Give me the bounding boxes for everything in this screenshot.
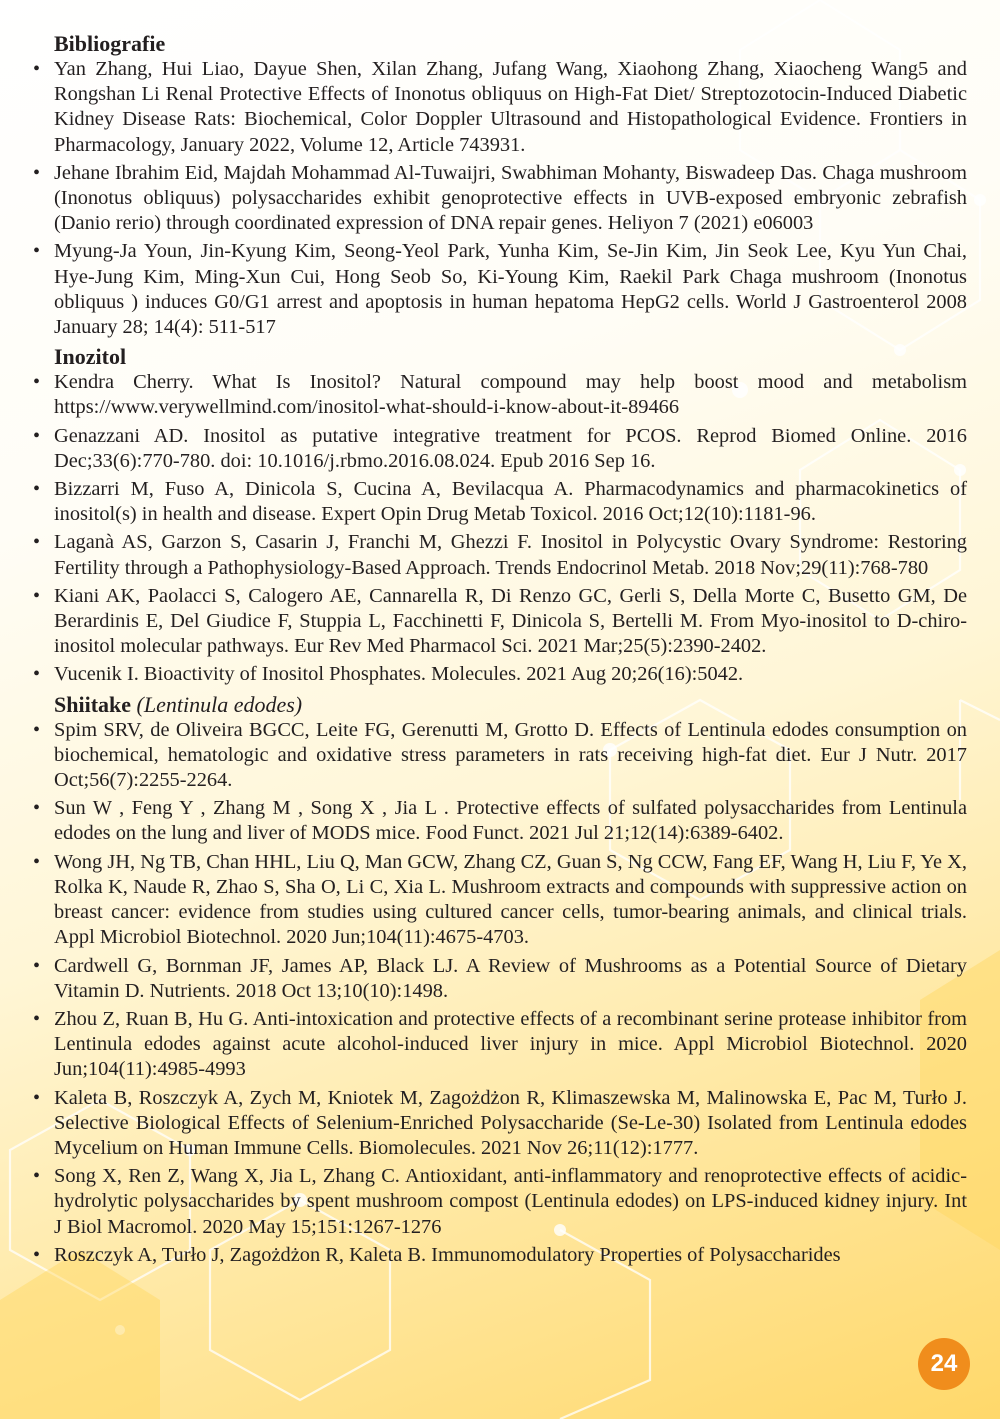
section-title-shiitake xyxy=(54,691,967,718)
page-number-badge: 24 xyxy=(918,1338,970,1390)
section-title-bibliografie: Bibliografie xyxy=(54,31,166,56)
reference-list-shiitake xyxy=(33,718,967,1268)
reference-item: • Song X, Ren Z, Wang X, Jia L, Zhang C. Antioxidant, anti-inflammatory and renoprotective effects of acidic-hydrolytic polysaccharides by spent mushroom compost (Lentinula edodes) on LPS-induced kidney injury. Int J Biol Macromol. 2020 May 15;151:1267-1276 xyxy=(33,1164,967,1240)
reference-list-inozitol xyxy=(33,370,967,687)
reference-item: • Laganà AS, Garzon S, Casarin J, Franchi M, Ghezzi F. Inositol in Polycystic Ovary Syndrome: Restoring Fertility through a Pathophysiology-Based Approach. Trends Endocrinol Metab. 2018 Nov;29(11):768-780 xyxy=(33,530,967,580)
reference-item: • Bizzarri M, Fuso A, Dinicola S, Cucina A, Bevilacqua A. Pharmacodynamics and pharmacokinetics of inositol(s) in health and disease. Expert Opin Drug Metab Toxicol. 2016 Oct;12(10):1181-96. xyxy=(33,477,967,527)
section-title-shiitake-text: Shiitake xyxy=(54,691,132,717)
reference-item: • Kaleta B, Roszczyk A, Zych M, Kniotek M, Zagożdżon R, Klimaszewska M, Malinowska E, Pac M, Turło J. Selective Biological Effects of Selenium-Enriched Polysaccharide (Se-Le-30) Isolated from Lentinula edodes Mycelium on Human Immune Cells. Biomolecules. 2021 Nov 26;11(12):1777. xyxy=(33,1086,967,1162)
reference-item: • Kendra Cherry. What Is Inositol? Natural compound may help boost mood and metabolism https://www.verywellmind.com/inositol-what-should-i-know-about-it-89466 xyxy=(33,370,967,420)
reference-item: • Myung-Ja Youn, Jin-Kyung Kim, Seong-Yeol Park, Yunha Kim, Se-Jin Kim, Jin Seok Lee, Kyu Yun Chai, Hye-Jung Kim, Ming-Xun Cui, Hong Seob So, Ki-Young Kim, Raekil Park Chaga mushroom (Inonotus obliquus ) induces G0/G1 arrest and apoptosis in human hepatoma HepG2 cells. World J Gastroenterol 2008 January 28; 14(4): 511-517 xyxy=(33,239,967,340)
reference-item: • Genazzani AD. Inositol as putative integrative treatment for PCOS. Reprod Biomed Online. 2016 Dec;33(6):770-780. doi: 10.1016/j.rbmo.2016.08.024. Epub 2016 Sep 16. xyxy=(33,424,967,474)
reference-item: • Sun W , Feng Y , Zhang M , Song X , Jia L . Protective effects of sulfated polysaccharides from Lentinula edodes on the lung and liver of MODS mice. Food Funct. 2021 Jul 21;12(14):6389-6402. xyxy=(33,796,967,846)
reference-list-bibliografie xyxy=(33,57,967,340)
reference-item: • Cardwell G, Bornman JF, James AP, Black LJ. A Review of Mushrooms as a Potential Source of Dietary Vitamin D. Nutrients. 2018 Oct 13;10(10):1498. xyxy=(33,954,967,1004)
reference-item: • Spim SRV, de Oliveira BGCC, Leite FG, Gerenutti M, Grotto D. Effects of Lentinula edodes consumption on biochemical, hematologic and oxidative stress parameters in rats receiving high-fat diet. Eur J Nutr. 2017 Oct;56(7):2255-2264. xyxy=(33,718,967,794)
section-title-inozitol: Inozitol xyxy=(54,344,127,370)
reference-item: • Roszczyk A, Turło J, Zagożdżon R, Kaleta B. Immunomodulatory Properties of Polysaccharides xyxy=(33,1243,967,1268)
reference-item: • Kiani AK, Paolacci S, Calogero AE, Cannarella R, Di Renzo GC, Gerli S, Della Morte C, Busetto GM, De Berardinis E, Del Giudice F, Stuppia L, Facchinetti F, Dinicola S, Bertelli M. From Myo-inositol to D-chiro-inositol molecular pathways. Eur Rev Med Pharmacol Sci. 2021 Mar;25(5):2390-2402. xyxy=(33,584,967,660)
reference-item: • Vucenik I. Bioactivity of Inositol Phosphates. Molecules. 2021 Aug 20;26(16):5042. xyxy=(33,662,967,687)
bibliography-content xyxy=(33,30,967,1271)
reference-item: • Zhou Z, Ruan B, Hu G. Anti-intoxication and protective effects of a recombinant serine protease inhibitor from Lentinula edodes against acute alcohol-induced liver injury in mice. Appl Microbiol Biotechnol. 2020 Jun;104(11):4985-4993 xyxy=(33,1007,967,1083)
section-title-shiitake-latin: (Lentinula edodes) xyxy=(136,691,303,717)
reference-item: • Wong JH, Ng TB, Chan HHL, Liu Q, Man GCW, Zhang CZ, Guan S, Ng CCW, Fang EF, Wang H, Liu F, Ye X, Rolka K, Naude R, Zhao S, Sha O, Li C, Xia L. Mushroom extracts and compounds with suppressive action on breast cancer: evidence from studies using cultured cancer cells, tumor-bearing animals, and clinical trials. Appl Microbiol Biotechnol. 2020 Jun;104(11):4675-4703. xyxy=(33,850,967,951)
reference-item: • Yan Zhang, Hui Liao, Dayue Shen, Xilan Zhang, Jufang Wang, Xiaohong Zhang, Xiaocheng Wang5 and Rongshan Li Renal Protective Effects of Inonotus obliquus on High-Fat Diet/ Streptozotocin-Induced Diabetic Kidney Disease Rats: Biochemical, Color Doppler Ultrasound and Histopathological Evidence. Frontiers in Pharmacology, January 2022, Volume 12, Article 743931. xyxy=(33,57,967,158)
reference-item: • Jehane Ibrahim Eid, Majdah Mohammad Al-Tuwaijri, Swabhiman Mohanty, Biswadeep Das. Chaga mushroom (Inonotus obliquus) polysaccharides exhibit genoprotective effects in UVB-exposed embryonic zebrafish (Danio rerio) through coordinated expression of DNA repair genes. Heliyon 7 (2021) e06003 xyxy=(33,161,967,237)
